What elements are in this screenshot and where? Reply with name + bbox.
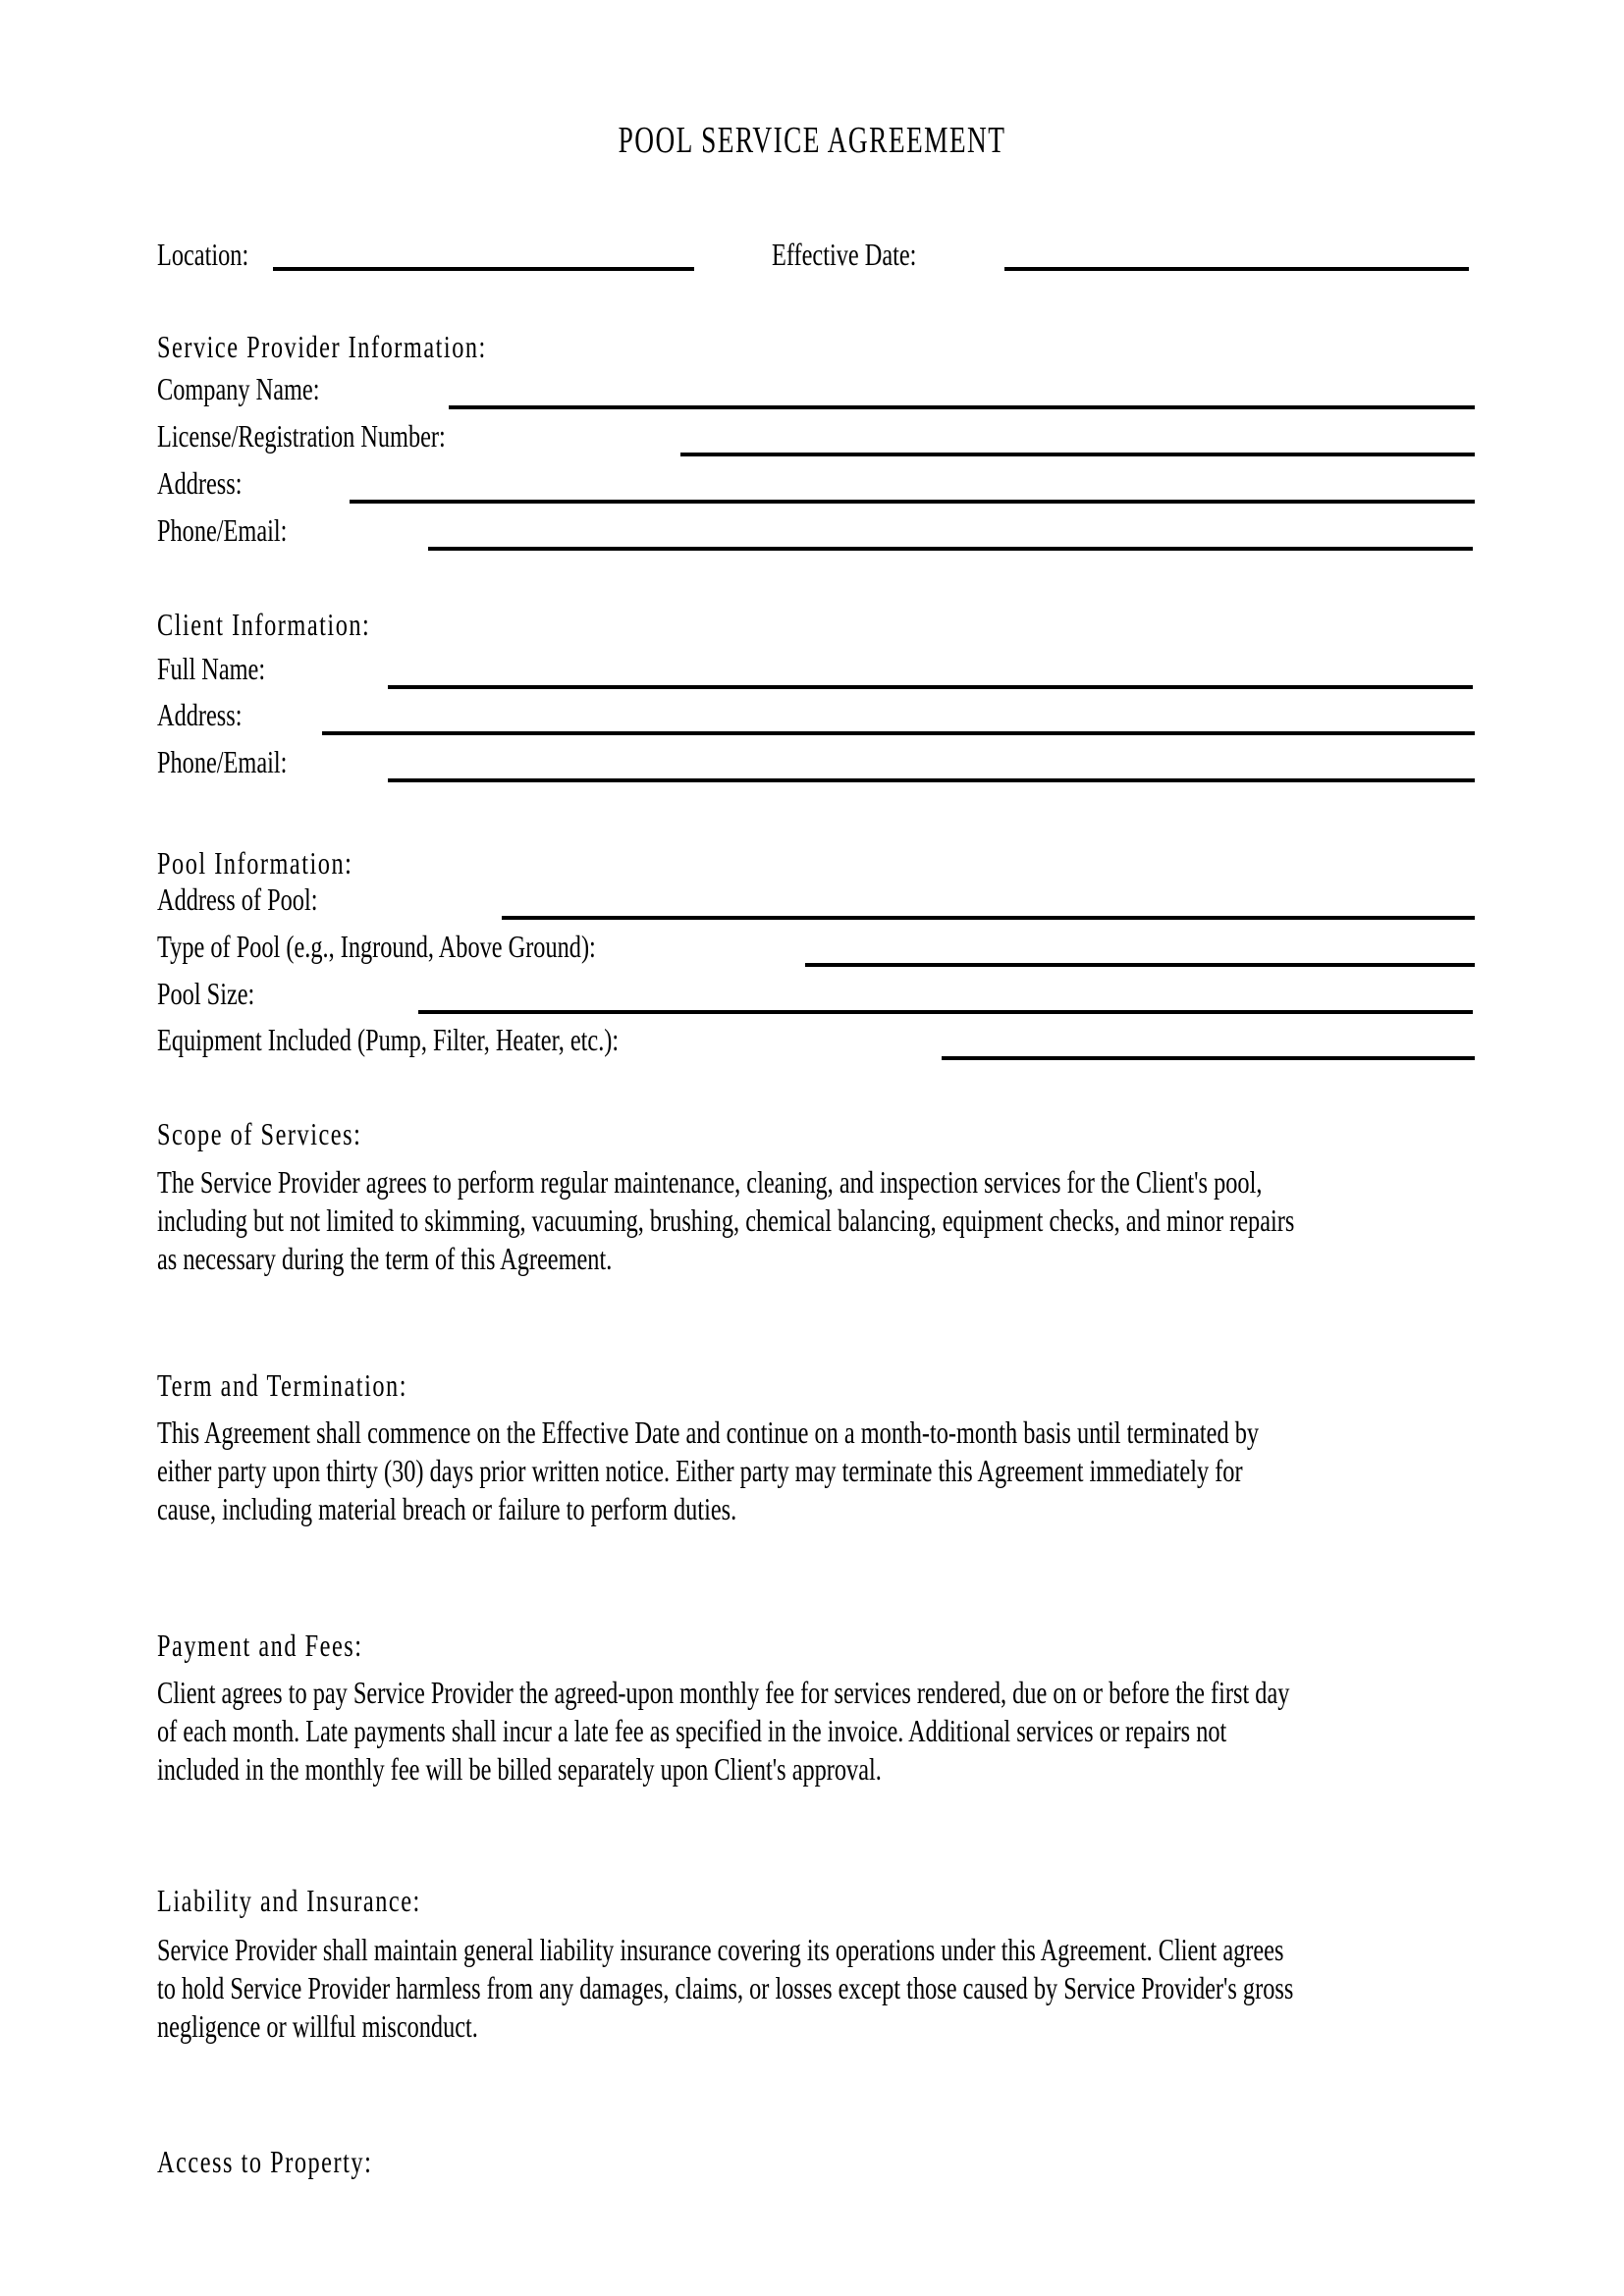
location-label: Location: [157, 237, 249, 272]
company-name-fill-line[interactable] [449, 405, 1475, 409]
liability-paragraph-line: to hold Service Provider harmless from any damages, claims, or losses except those caused by Service Provider's gross [157, 1970, 1294, 2005]
provider-address-fill-line[interactable] [350, 500, 1475, 504]
license-number-fill-line[interactable] [680, 453, 1475, 456]
client-heading: Client Information: [157, 607, 371, 642]
pool-heading: Pool Information: [157, 845, 353, 881]
scope-paragraph-line: The Service Provider agrees to perform regular maintenance, cleaning, and inspection services for the Client's pool, [157, 1164, 1263, 1200]
type-of-pool-label: Type of Pool (e.g., Inground, Above Ground): [157, 929, 596, 964]
type-of-pool-fill-line[interactable] [805, 963, 1475, 967]
scope-of-services-heading: Scope of Services: [157, 1116, 362, 1151]
liability-paragraph-line: negligence or willful misconduct. [157, 2008, 478, 2044]
company-name-label: Company Name: [157, 371, 320, 406]
document-title: POOL SERVICE AGREEMENT [618, 120, 1006, 161]
license-number-label: License/Registration Number: [157, 418, 446, 454]
provider-address-label: Address: [157, 465, 243, 501]
liability-paragraph-line: Service Provider shall maintain general liability insurance covering its operations under this Agreement. Client agrees [157, 1932, 1284, 1967]
effective-date-label: Effective Date: [772, 237, 917, 272]
location-fill-line[interactable] [273, 267, 694, 271]
equipment-included-label: Equipment Included (Pump, Filter, Heater, etc.): [157, 1022, 620, 1057]
payment-and-fees-heading: Payment and Fees: [157, 1628, 363, 1663]
client-address-label: Address: [157, 697, 243, 732]
pool-size-label: Pool Size: [157, 976, 255, 1011]
pool-size-fill-line[interactable] [418, 1010, 1473, 1014]
address-of-pool-label: Address of Pool: [157, 881, 318, 917]
equipment-included-fill-line[interactable] [942, 1056, 1475, 1060]
client-address-fill-line[interactable] [322, 731, 1475, 735]
full-name-fill-line[interactable] [388, 685, 1473, 689]
liability-and-insurance-heading: Liability and Insurance: [157, 1883, 421, 1918]
provider-phone-email-fill-line[interactable] [428, 547, 1473, 551]
payment-paragraph-line: Client agrees to pay Service Provider the agreed-upon monthly fee for services rendered, due on or before the first day [157, 1675, 1290, 1710]
access-to-property-heading: Access to Property: [157, 2144, 373, 2179]
client-phone-email-label: Phone/Email: [157, 744, 288, 779]
full-name-label: Full Name: [157, 651, 266, 686]
provider-phone-email-label: Phone/Email: [157, 512, 288, 548]
term-and-termination-heading: Term and Termination: [157, 1367, 407, 1403]
payment-paragraph-line: of each month. Late payments shall incur a late fee as specified in the invoice. Additional services or repairs not [157, 1713, 1227, 1748]
term-paragraph-line: either party upon thirty (30) days prior written notice. Either party may terminate this Agreement immediately for [157, 1453, 1243, 1488]
service-provider-heading: Service Provider Information: [157, 329, 487, 364]
term-paragraph-line: cause, including material breach or failure to perform duties. [157, 1491, 737, 1526]
payment-paragraph-line: included in the monthly fee will be billed separately upon Client's approval. [157, 1751, 882, 1787]
term-paragraph-line: This Agreement shall commence on the Effective Date and continue on a month-to-month basis until terminated by [157, 1415, 1260, 1450]
scope-paragraph-line: including but not limited to skimming, vacuuming, brushing, chemical balancing, equipment checks, and minor repairs [157, 1202, 1295, 1238]
address-of-pool-fill-line[interactable] [502, 916, 1475, 920]
scope-paragraph-line: as necessary during the term of this Agreement. [157, 1241, 613, 1276]
client-phone-email-fill-line[interactable] [388, 778, 1475, 782]
effective-date-fill-line[interactable] [1004, 267, 1469, 271]
